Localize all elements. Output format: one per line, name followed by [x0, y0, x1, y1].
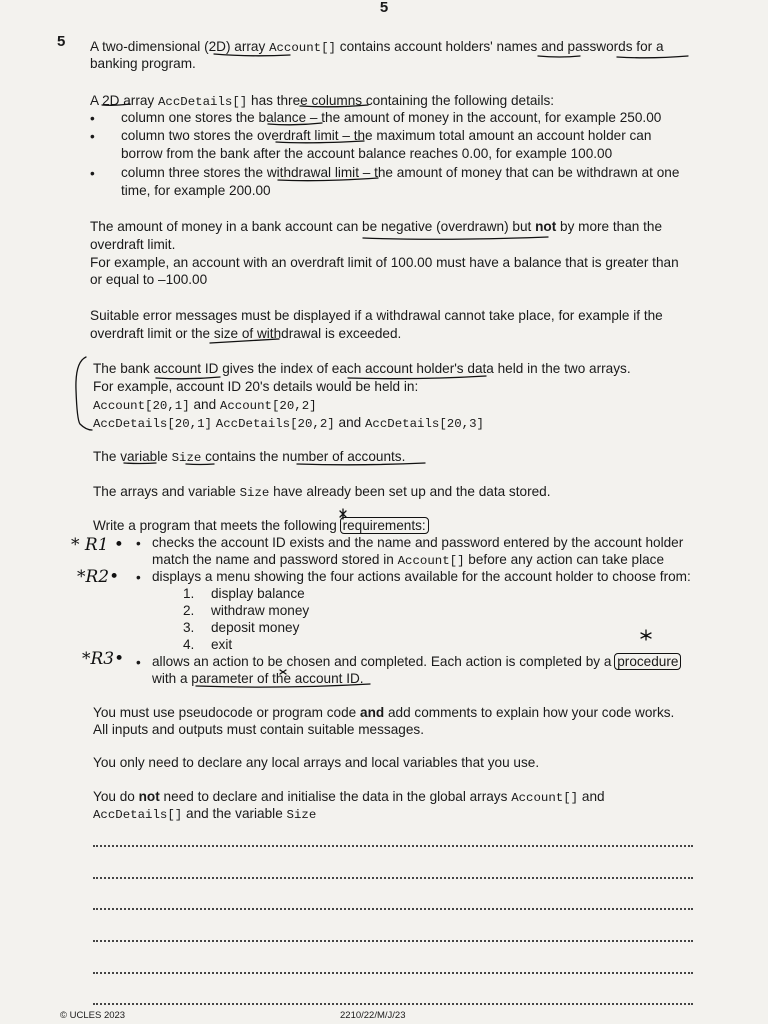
code-size: Size — [286, 808, 317, 822]
detail-bullet-3-line-1: column three stores the withdrawal limit – the amount of money that can be withdrawn at one — [121, 165, 680, 180]
requirements-boxed: requirements: — [342, 518, 426, 533]
underline-overdraft-limit — [276, 141, 364, 143]
setup-text-b: have already been set up and the data stored. — [273, 484, 551, 499]
instruction-1-bold: and — [360, 705, 385, 720]
account-id-line-1: The bank account ID gives the index of each account holder's data held in the two arrays. — [93, 361, 631, 376]
bullet-icon: • — [90, 111, 95, 126]
menu-item-label: display balance — [211, 586, 305, 601]
and-text: and — [581, 789, 605, 804]
detail-bullet-1: column one stores the balance – the amount of money in the account, for example 250.00 — [121, 110, 662, 125]
instruction-3: You only need to declare any local arrays and local variables that you use. — [93, 755, 540, 770]
underline-number-of-accounts — [297, 463, 425, 465]
r1-line-1: checks the account ID exists and the name and password entered by the account holder — [152, 535, 684, 550]
asterisk-mark — [280, 670, 286, 674]
underline-2d — [102, 104, 130, 105]
code-size: Size — [239, 486, 270, 500]
question-number: 5 — [57, 33, 66, 50]
instruction-4-bold: not — [138, 789, 160, 804]
details-lead-a: A 2D array — [90, 93, 155, 108]
and-text: and — [193, 397, 217, 412]
overdraft-text-a: The amount of money in a bank account can be negative (overdrawn) but — [90, 219, 532, 234]
code-account: Account[] — [397, 554, 465, 568]
code-accdetails-20-3: AccDetails[20,3] — [365, 417, 484, 431]
asterisk-mark — [340, 509, 346, 519]
r1-text-b: before any action can take place — [468, 552, 665, 567]
instruction-4-text-c: and the variable — [186, 806, 283, 821]
underline-negative — [363, 237, 548, 239]
underline-2d-array — [214, 54, 290, 56]
detail-bullet-2-line-2: borrow from the bank after the account balance reaches 0.00, for example 100.00 — [121, 146, 613, 161]
instruction-1-text-b: add comments to explain how your code works. — [387, 705, 675, 720]
program-lead-text: Write a program that meets the following — [93, 518, 337, 533]
code-accdetails: AccDetails[] — [93, 808, 183, 822]
menu-item-label: withdraw money — [211, 603, 310, 618]
bullet-icon: • — [90, 166, 95, 181]
code-accdetails-20-2: AccDetails[20,2] — [215, 417, 335, 431]
underline-variable — [124, 463, 156, 464]
underline-account-id — [156, 377, 220, 379]
menu-item-label: deposit money — [211, 620, 300, 635]
detail-bullet-3-line-2: time, for example 200.00 — [121, 183, 271, 198]
menu-item-label: exit — [211, 637, 233, 652]
underline-index — [348, 376, 486, 379]
instruction-4-text-b: need to declare and initialise the data in the global arrays — [163, 789, 508, 804]
code-size: Size — [171, 451, 202, 465]
underline-names — [538, 56, 580, 57]
underline-three-columns — [300, 105, 368, 107]
annotation-r3: *R3• — [82, 649, 125, 669]
procedure-boxed: procedure — [617, 654, 679, 669]
underline-passwords — [617, 56, 688, 58]
strike-limit-or-size — [210, 339, 279, 343]
menu-item-num: 2. — [183, 603, 195, 618]
menu-item-num: 4. — [183, 637, 195, 652]
overdraft-text-b: by more than the — [560, 219, 663, 234]
r1-text-a: match the name and password stored in — [152, 552, 394, 567]
size-text-b: contains the number of accounts. — [205, 449, 406, 464]
overdraft-line-2: overdraft limit. — [90, 237, 176, 252]
code-accdetails: AccDetails[] — [158, 95, 248, 109]
underline-withdrawal-limit — [278, 178, 378, 181]
intro-text-b: contains account holders' names and passwords for a — [339, 39, 664, 54]
bullet-icon: • — [90, 129, 95, 144]
underline-size — [186, 464, 214, 465]
underline-balance — [268, 123, 322, 125]
instruction-4-text-a: You do — [93, 789, 135, 804]
annotation-r1: * R1 • — [71, 535, 124, 555]
account-id-line-2: For example, account ID 20's details would be held in: — [93, 379, 419, 394]
overdraft-bold-not: not — [535, 219, 557, 234]
r3-line-2: with a parameter of the account ID. — [152, 671, 364, 686]
code-account: Account[] — [269, 41, 336, 55]
bullet-icon: • — [136, 536, 141, 551]
error-line-2: overdraft limit or the size of withdrawal is exceeded. — [90, 326, 402, 341]
and-text: and — [338, 415, 362, 430]
code-account-20-2: Account[20,2] — [219, 399, 317, 413]
error-line-1: Suitable error messages must be displayed if a withdrawal cannot take place, for example if the — [90, 308, 663, 323]
underline-parameter — [196, 684, 370, 687]
instruction-1-text-a: You must use pseudocode or program code — [93, 705, 357, 720]
intro-line-2: banking program. — [90, 56, 196, 71]
annotation-r2: *R2• — [77, 567, 120, 587]
footer-copyright: © UCLES 2023 — [60, 1010, 126, 1021]
size-text-a: The variable — [93, 449, 168, 464]
intro-text-a: A two-dimensional (2D) array — [90, 39, 266, 54]
menu-item-num: 3. — [183, 620, 195, 635]
r3-text-a: allows an action to be chosen and completed. Each action is completed by a — [152, 654, 612, 669]
code-accdetails-20-1: AccDetails[20,1] — [93, 417, 212, 431]
page-number: 5 — [379, 0, 389, 16]
detail-bullet-2-line-1: column two stores the overdraft limit – the maximum total amount an account holder can — [121, 128, 652, 143]
details-lead-b: has three columns containing the following details: — [251, 93, 555, 108]
setup-text-a: The arrays and variable — [93, 484, 236, 499]
bullet-icon: • — [136, 655, 141, 670]
footer-code: 2210/22/M/J/23 — [340, 1010, 406, 1021]
overdraft-line-3: For example, an account with an overdraft limit of 100.00 must have a balance that is greater than — [90, 255, 679, 270]
asterisk-mark — [641, 630, 651, 640]
menu-item-num: 1. — [183, 586, 195, 601]
bracket-left — [76, 357, 92, 430]
bullet-icon: • — [136, 570, 141, 585]
code-account-20-1: Account[20,1] — [93, 399, 190, 413]
instruction-2: All inputs and outputs must contain suitable messages. — [93, 722, 424, 737]
code-account: Account[] — [511, 791, 579, 805]
r2-line: displays a menu showing the four actions available for the account holder to choose from: — [152, 569, 691, 584]
overdraft-line-4: or equal to –100.00 — [90, 272, 208, 287]
